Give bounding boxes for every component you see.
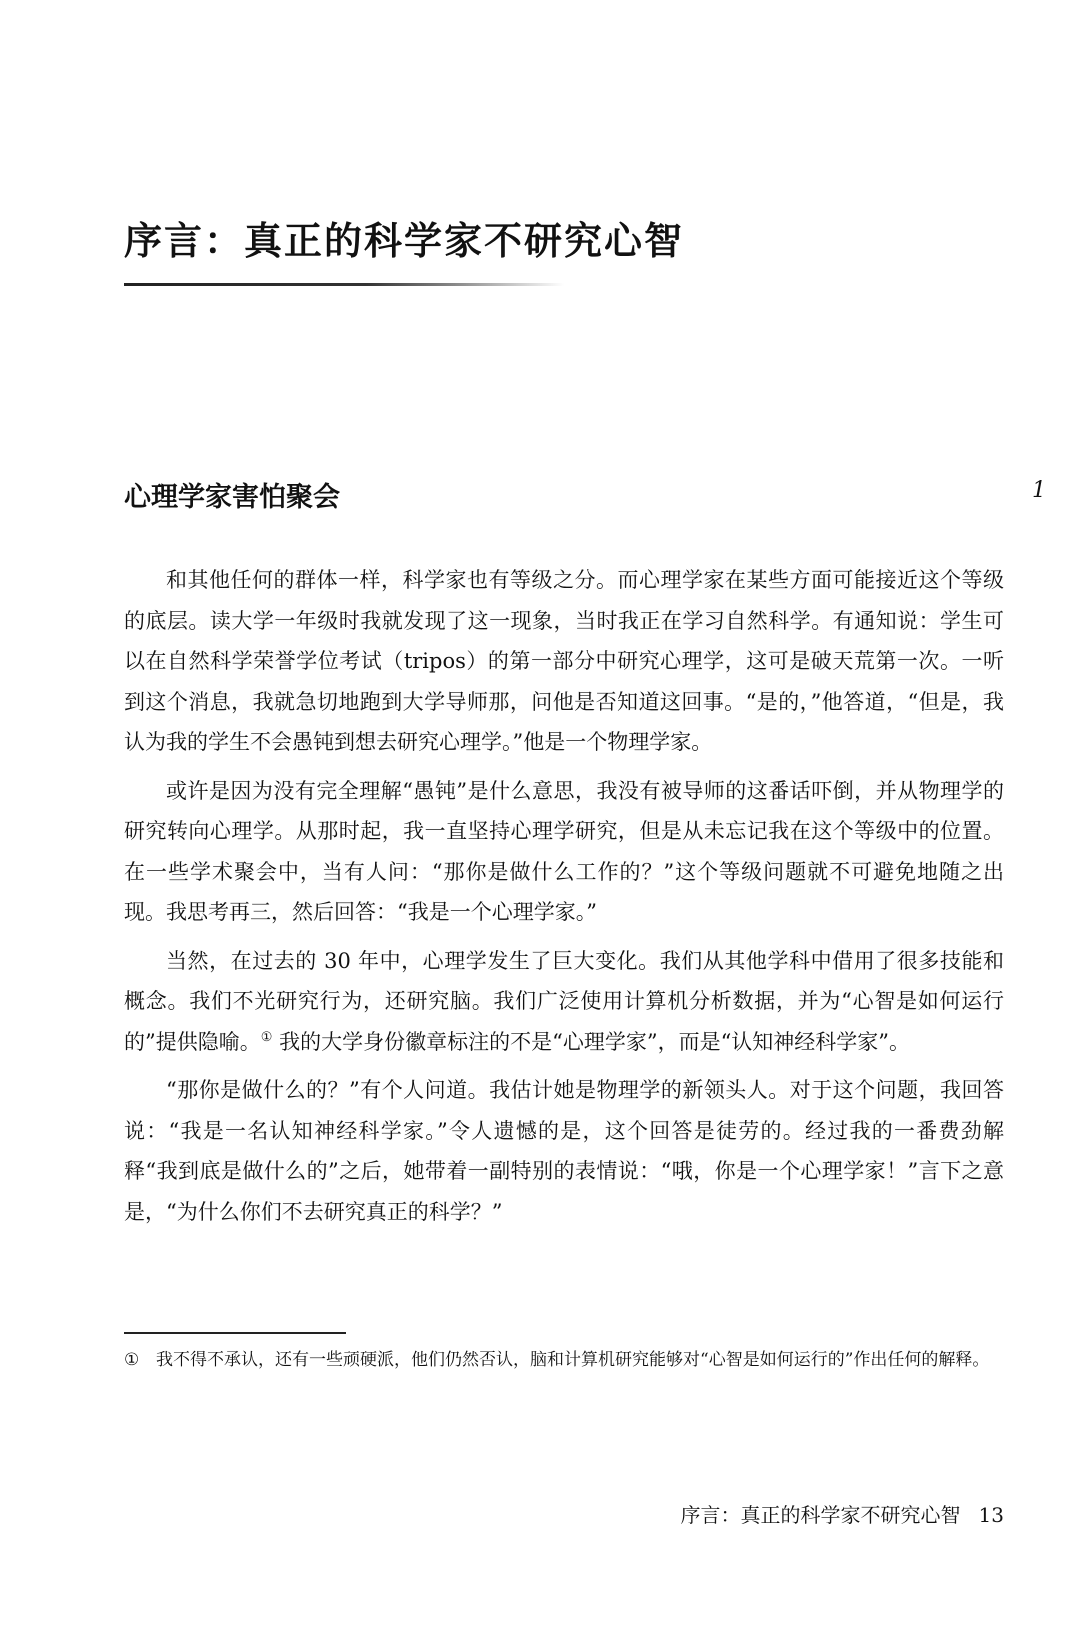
- footnote-separator: [124, 1332, 346, 1334]
- paragraph: [124, 941, 1004, 1063]
- paragraph-text: 我的大学身份徽章标注的不是“心理学家”，而是“认知神经科学家”。: [279, 1029, 911, 1054]
- paragraph-text: 和其他任何的群体一样，科学家也有等级之分。而心理学家在某些方面可能接近这个等级的底层。读大学一年级时我就发现了这一现象，当时我正在学习自然科学。有通知说：学生可以在自然科学荣誉学位考试（tripos）的第一部分中研究心理学，这可是破天荒第一次。一听到这个消息，我就急切地跑到大学导师那，问他是否知道这回事。“是的，”他答道，“但是，我认为我的学生不会愚钝到想去研究心理学。”他是一个物理学家。: [124, 568, 1004, 754]
- footnote: [124, 1346, 1004, 1375]
- body-text: [124, 560, 1004, 1240]
- paragraph-text: 或许是因为没有完全理解“愚钝”是什么意思，我没有被导师的这番话吓倒，并从物理学的研究转向心理学。从那时起，我一直坚持心理学研究，但是从未忘记我在这个等级中的位置。在一些学术聚会中，当有人问：“那你是做什么工作的？”这个等级问题就不可避免地随之出现。我思考再三，然后回答：“我是一个心理学家。”: [124, 778, 1004, 924]
- page-number: 13: [978, 1503, 1004, 1527]
- paragraph: [124, 771, 1004, 933]
- running-footer: [681, 1499, 1004, 1528]
- margin-number: 1: [1032, 478, 1046, 503]
- chapter-title: 序言：真正的科学家不研究心智: [124, 218, 685, 263]
- footnote-text: 我不得不承认，还有一些顽硬派，他们仍然否认，脑和计算机研究能够对“心智是如何运行的”作出任何的解释。: [156, 1350, 990, 1370]
- footnote-reference[interactable]: ①: [260, 1029, 273, 1045]
- paragraph-text: “那你是做什么的？”有个人问道。我估计她是物理学的新领头人。对于这个问题，我回答说：“我是一名认知神经科学家。”令人遗憾的是，这个回答是徒劳的。经过我的一番费劲解释“我到底是做什么的”之后，她带着一副特别的表情说：“哦，你是一个心理学家！”言下之意是，“为什么你们不去研究真正的科学？”: [124, 1078, 1004, 1224]
- paragraph: [124, 1070, 1004, 1232]
- footnote-mark: ①: [124, 1350, 140, 1370]
- paragraph-text: 当然，在过去的 30 年中，心理学发生了巨大变化。我们从其他学科中借用了很多技能和概念。我们不光研究行为，还研究脑。我们广泛使用计算机分析数据，并为“心智是如何运行的”提供隐喻。: [124, 948, 1004, 1054]
- title-underline-rule: [124, 283, 564, 286]
- paragraph: [124, 560, 1004, 763]
- running-title: 序言：真正的科学家不研究心智: [680, 1503, 961, 1527]
- section-heading: 心理学家害怕聚会: [124, 482, 340, 513]
